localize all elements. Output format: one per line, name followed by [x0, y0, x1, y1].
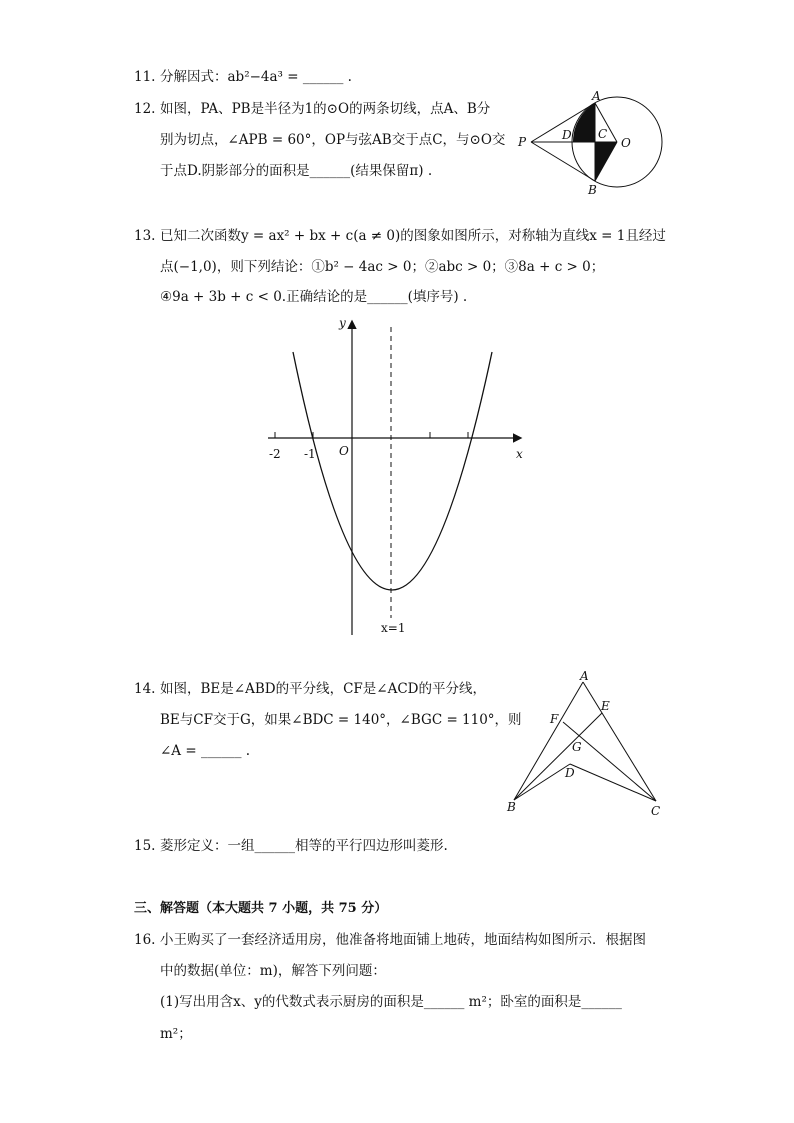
label-d: D [562, 128, 572, 142]
x-axis-label: x [516, 447, 523, 461]
tangent-pb [531, 142, 595, 181]
label-p: P [518, 135, 527, 149]
bisector-cf [563, 722, 656, 801]
q14-line2: BE与CF交于G，如果∠BDC = 140°，∠BGC = 110°，则 [160, 712, 522, 728]
q12-line2: 别为切点，∠APB = 60°，OP与弦AB交于点C，与⊙O交 [160, 132, 506, 148]
q14-number: 14. [134, 681, 156, 697]
segment-bd [514, 764, 570, 800]
q13-number: 13. [134, 228, 156, 244]
q13-parabola-graph [260, 310, 540, 640]
q13-line1: 已知二次函数y = ax² + bx + c(a ≠ 0)的图象如图所示，对称轴为直线x = 1且经过 [160, 228, 666, 244]
segment-dc [570, 764, 656, 801]
parabola-curve [293, 352, 492, 590]
q14-line1: 如图，BE是∠ABD的平分线，CF是∠ACD的平分线， [160, 681, 486, 697]
label-d: D [565, 766, 575, 780]
label-a: A [592, 89, 601, 103]
q13-line2: 点(−1,0)，则下列结论：①b² − 4ac > 0；②abc > 0；③8a + c > 0； [160, 259, 605, 275]
q15-number: 15. [134, 838, 156, 854]
q16-line4: m²； [160, 1026, 192, 1042]
tick-label-m1: -1 [304, 447, 316, 461]
q11-number: 11. [134, 69, 156, 85]
label-b: B [588, 183, 597, 197]
q16-line1: 小王购买了一套经济适用房，他准备将地面铺上地砖，地面结构如图所示．根据图 [160, 932, 646, 948]
q16-line3: (1)写出用含x、y的代数式表示厨房的面积是______ m²；卧室的面积是______ [160, 994, 622, 1010]
label-c: C [651, 804, 661, 818]
q16-number: 16. [134, 932, 156, 948]
label-f: F [550, 712, 559, 726]
q14-line3: ∠A = ______ . [160, 743, 251, 759]
tick-label-m2: -2 [269, 447, 281, 461]
q16-line2: 中的数据(单位：m)，解答下列问题： [160, 963, 386, 979]
label-b: B [507, 800, 516, 814]
q14-triangle-figure [500, 665, 675, 823]
q13-line3: ④9a + 3b + c < 0.正确结论的是______(填序号) . [160, 289, 468, 305]
label-e: E [601, 699, 610, 713]
label-g: G [572, 740, 582, 754]
label-o: O [621, 136, 631, 150]
origin-label: O [339, 444, 349, 458]
label-c: C [598, 127, 608, 141]
q11-text: 分解因式：ab²−4a³ = ______ . [160, 69, 352, 85]
q12-line3: 于点D.阴影部分的面积是______(结果保留π) . [160, 163, 433, 179]
symmetry-axis-label: x=1 [381, 621, 406, 635]
q15-text: 菱形定义：一组______相等的平行四边形叫菱形. [160, 838, 448, 854]
y-axis-label: y [339, 316, 346, 330]
bisector-be [514, 713, 602, 800]
q12-number: 12. [134, 101, 156, 117]
q12-circle-figure [514, 88, 664, 198]
label-a: A [580, 669, 589, 683]
section-heading: 三、解答题（本大题共 7 小题，共 75 分） [134, 901, 388, 916]
side-ac [583, 682, 656, 801]
q12-line1: 如图，PA、PB是半径为1的⊙O的两条切线，点A、B分 [160, 101, 491, 117]
